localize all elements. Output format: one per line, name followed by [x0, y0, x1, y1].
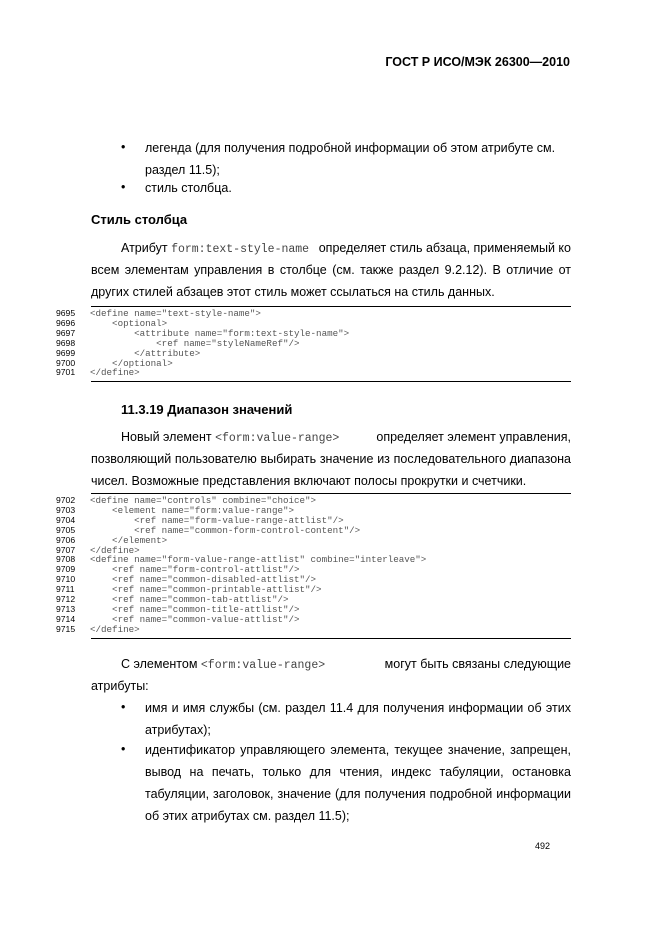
bullet-name-line1: имя и имя службы (см. раздел 11.4 для получения информации об этих — [145, 701, 571, 715]
paragraph-text: С элементом <form:value-range> — [121, 657, 326, 672]
code-line: </define> — [90, 367, 140, 379]
code-line-number: 9713 — [56, 603, 76, 614]
code-line-number: 9707 — [56, 544, 76, 555]
bullet-marker: • — [121, 180, 126, 194]
inline-code: <form:value-range> — [200, 659, 326, 672]
code-line: <ref name="form-value-range-attlist"/> — [90, 514, 344, 526]
code-line: <element name="form:value-range"> — [90, 504, 294, 516]
code-line-number: 9710 — [56, 574, 76, 585]
bullet-marker: • — [121, 700, 126, 714]
code-line: <define name="text-style-name"> — [90, 308, 261, 319]
code-line-number: 9712 — [56, 594, 76, 604]
bullet-legend-line2: раздел 11.5); — [145, 163, 220, 177]
code-line-number: 9696 — [56, 317, 76, 328]
bullet-id-line3: табуляции, заголовок, значение (для получения подробной информации — [145, 787, 571, 801]
code-line-number: 9706 — [56, 534, 76, 545]
code-line: </define> — [90, 623, 140, 635]
code-line: <ref name="common-disabled-attlist"/> — [90, 574, 317, 586]
code-block-top-rule — [91, 493, 571, 494]
bullet-marker: • — [121, 742, 126, 756]
paragraph-line: других стилей абзацев этот стиль может ссылаться на стиль данных. — [91, 285, 495, 299]
code-line: </element> — [90, 534, 168, 546]
code-line: <ref name="common-title-attlist"/> — [90, 603, 300, 615]
code-line: <optional> — [90, 317, 168, 329]
code-line-number: 9697 — [56, 327, 76, 338]
code-line-number: 9715 — [56, 623, 76, 634]
code-line-number: 9709 — [56, 564, 76, 575]
code-line-number: 9695 — [56, 308, 76, 318]
code-line-number: 9699 — [56, 347, 76, 358]
code-line: <define name="controls" combine="choice"> — [90, 495, 317, 506]
code-line: </optional> — [90, 357, 173, 369]
paragraph-line: позволяющий пользователю выбирать значение из последовательного диапазона — [91, 452, 571, 466]
code-line-number: 9708 — [56, 554, 76, 565]
code-line-number: 9714 — [56, 613, 76, 624]
page-number: 492 — [535, 841, 551, 851]
paragraph-line — [121, 239, 571, 259]
code-line: </define> — [90, 544, 140, 556]
paragraph-text: Новый элемент <form:value-range> — [121, 430, 340, 445]
code-block-top-rule — [91, 306, 571, 307]
inline-code: form:text-style-name — [171, 243, 310, 256]
code-line: <ref name="common-form-control-content"/> — [90, 524, 361, 536]
code-line: <ref name="common-value-attlist"/> — [90, 613, 300, 625]
code-block-bottom-rule — [91, 638, 571, 639]
code-line: <ref name="common-tab-attlist"/> — [90, 594, 289, 605]
code-block-bottom-rule — [91, 381, 571, 382]
paragraph-text: Атрибут form:text-style-name — [121, 241, 310, 256]
code-line: </attribute> — [90, 347, 201, 359]
code-line: <attribute name="form:text-style-name"> — [90, 327, 350, 339]
paragraph-text: могут быть связаны следующие — [384, 657, 571, 671]
paragraph-text: определяет стиль абзаца, применяемый ко — [318, 241, 571, 255]
paragraph-line — [121, 428, 571, 448]
paragraph-line — [121, 655, 571, 675]
code-line-number: 9703 — [56, 504, 76, 515]
code-line: <ref name="form-control-attlist"/> — [90, 564, 300, 576]
bullet-id-line1: идентификатор управляющего элемента, текущее значение, запрещен, — [145, 743, 571, 757]
code-line-number: 9701 — [56, 367, 76, 378]
paragraph-line: чисел. Возможные представления включают полосы прокрутки и счетчики. — [91, 474, 527, 488]
code-line-number: 9702 — [56, 495, 76, 505]
paragraph-line: всем элементам управления в столбце (см. также раздел 9.2.12). В отличие от — [91, 263, 571, 277]
document-header: ГОСТ Р ИСО/МЭК 26300—2010 — [385, 55, 570, 69]
code-line-number: 9711 — [56, 584, 75, 595]
bullet-id-line4: об этих атрибутах см. раздел 11.5); — [145, 809, 350, 823]
paragraph-line: атрибуты: — [91, 679, 149, 693]
code-line-number: 9700 — [56, 357, 76, 368]
bullet-column-style: стиль столбца. — [145, 181, 232, 195]
code-line-number: 9705 — [56, 524, 76, 535]
section-heading-value-range: 11.3.19 Диапазон значений — [121, 402, 293, 417]
paragraph-text: определяет элемент управления, — [376, 430, 571, 444]
inline-code: <form:value-range> — [215, 432, 340, 445]
bullet-legend-line1: легенда (для получения подробной информации об этом атрибуте см. — [145, 141, 556, 155]
bullet-marker: • — [121, 140, 126, 154]
bullet-name-line2: атрибутах); — [145, 723, 211, 737]
code-line-number: 9698 — [56, 337, 76, 348]
code-line-number: 9704 — [56, 514, 76, 525]
code-line: <ref name="common-printable-attlist"/> — [90, 584, 322, 596]
code-line: <define name="form-value-range-attlist" combine="interleave"> — [90, 554, 427, 566]
code-line: <ref name="styleNameRef"/> — [90, 337, 300, 349]
bullet-id-line2: вывод на печать, только для чтения, индекс табуляции, остановка — [145, 765, 571, 779]
section-heading-column-style: Стиль столбца — [91, 212, 188, 227]
